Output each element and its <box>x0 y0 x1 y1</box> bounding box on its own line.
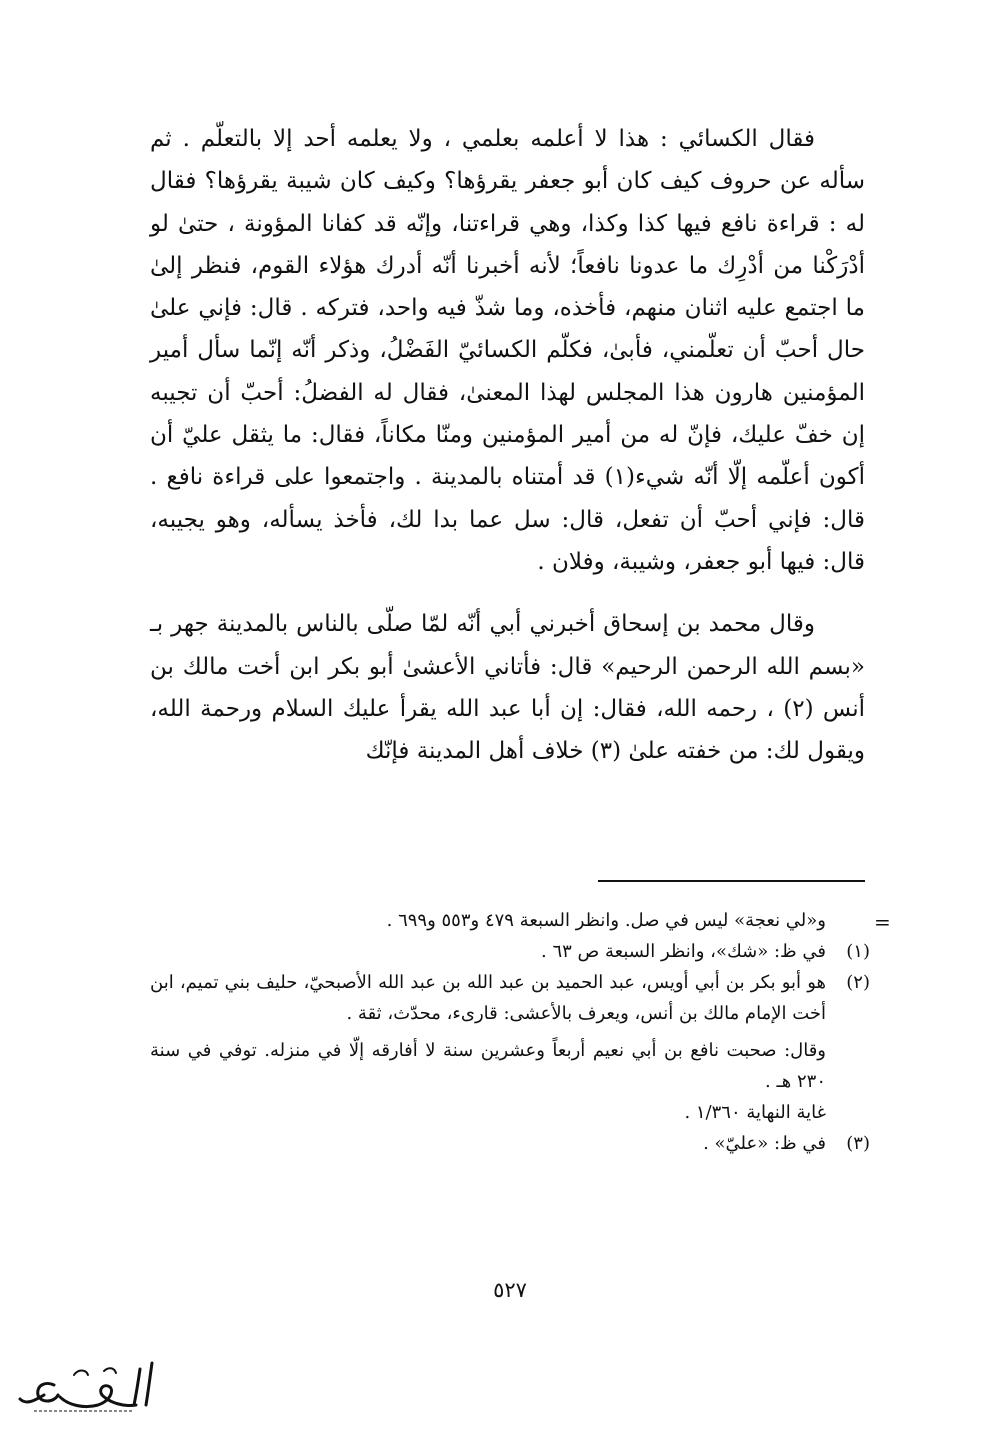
footnote-text: في ظ: «شك»، وانظر السبعة ص ٦٣ . <box>540 941 826 962</box>
paragraph: وقال محمد بن إسحاق أخبرني أبي أنّه لمّا صلّى بالناس بالمدينة جهر بـ «بسم الله الرحمن الرحيم» قال: فأتاني الأعشىٰ أبو بكر ابن أخت مالك بن أنس (٢) ، رحمه الله، فقال: إن أبا عبد الله يقرأ عليك السلام ورحمة الله، ويقول لك: من خفته علىٰ (٣) خلاف أهل المدينة فإنّك <box>150 611 865 765</box>
footnote-text: في ظ: «عليّ» . <box>703 1133 826 1154</box>
footnote-1 <box>150 936 870 967</box>
continuation-mark: = <box>874 910 891 934</box>
footnote-continuation <box>150 905 870 936</box>
footnote-number: (١) <box>846 941 870 962</box>
footnote-number: (٣) <box>846 1133 870 1154</box>
footnote-2 <box>150 967 870 1029</box>
footnote-number: (٢) <box>846 972 870 993</box>
paragraph: فقال الكسائي : هذا لا أعلمه بعلمي ، ولا يعلمه أحد إلا بالتعلّم . ثم سأله عن حروف كيف كان أبو جعفر يقرؤها؟ وكيف كان شيبة يقرؤها؟ فقال له : قراءة نافع فيها كذا وكذا، وهي قراءتنا، وإنّه قد كفانا المؤونة ، حتىٰ لو أدْرَكْنا من أدْرِك ما عدونا نافعاً؛ لأنه أخبرنا أنّه أدرك هؤلاء القوم، فنظر إلىٰ ما اجتمع عليه اثنان منهم، فأخذه، وما شذّ فيه واحد، فتركه . قال: فإني علىٰ حال أحبّ أن تعلّمني، فأبىٰ، فكلّم الكسائيّ الفَضْلُ، وذكر أنّه إنّما سأل أمير المؤمنين هارون هذا المجلس لهذا المعنىٰ، فقال له الفضلُ: أحبّ أن تجيبه إن خفّ عليك، فإنّ له من أمير المؤمنين ومنّا مكاناً، فقال: ما يثقل عليّ أن أكون أعلّمه إلّا أنّه شيء(١) قد أمتناه بالمدينة . واجتمعوا على قراءة نافع . قال: فإني أحبّ أن تفعل، قال: سل عما بدا لك، فأخذ يسأله، وهو يجيبه، قال: فيها أبو جعفر، وشيبة، وفلان . <box>150 126 865 575</box>
footnotes <box>150 905 870 1159</box>
footnote-2-continued <box>150 1035 870 1097</box>
footnote-3 <box>150 1128 870 1159</box>
footnote-text: غاية النهاية ١/٣٦٠ . <box>684 1102 826 1123</box>
page-number: ٥٢٧ <box>493 1278 527 1302</box>
main-text <box>150 118 865 772</box>
footnote-text: وقال: صحبت نافع بن أبي نعيم أربعاً وعشرين سنة لا أفارقه إلّا في منزله. توفي في سنة ٢٣٠ هـ . <box>150 1040 826 1092</box>
footnote-2-source <box>150 1097 870 1128</box>
footnote-separator <box>598 880 865 882</box>
footnote-text: و«لي نعجة» ليس في صل. وانظر السبعة ٤٧٩ و٥٥٣ و٦٩٩ . <box>386 910 826 931</box>
footnote-text: هو أبو بكر بن أبي أويس، عبد الحميد بن عبد الله بن عبد الله الأصبحيّ، حليف بني تميم، ابن أخت الإمام مالك بن أنس، ويعرف بالأعشى: قارىء، محدّث، ثقة . <box>150 972 826 1024</box>
calligraphy-logo <box>14 1355 159 1415</box>
